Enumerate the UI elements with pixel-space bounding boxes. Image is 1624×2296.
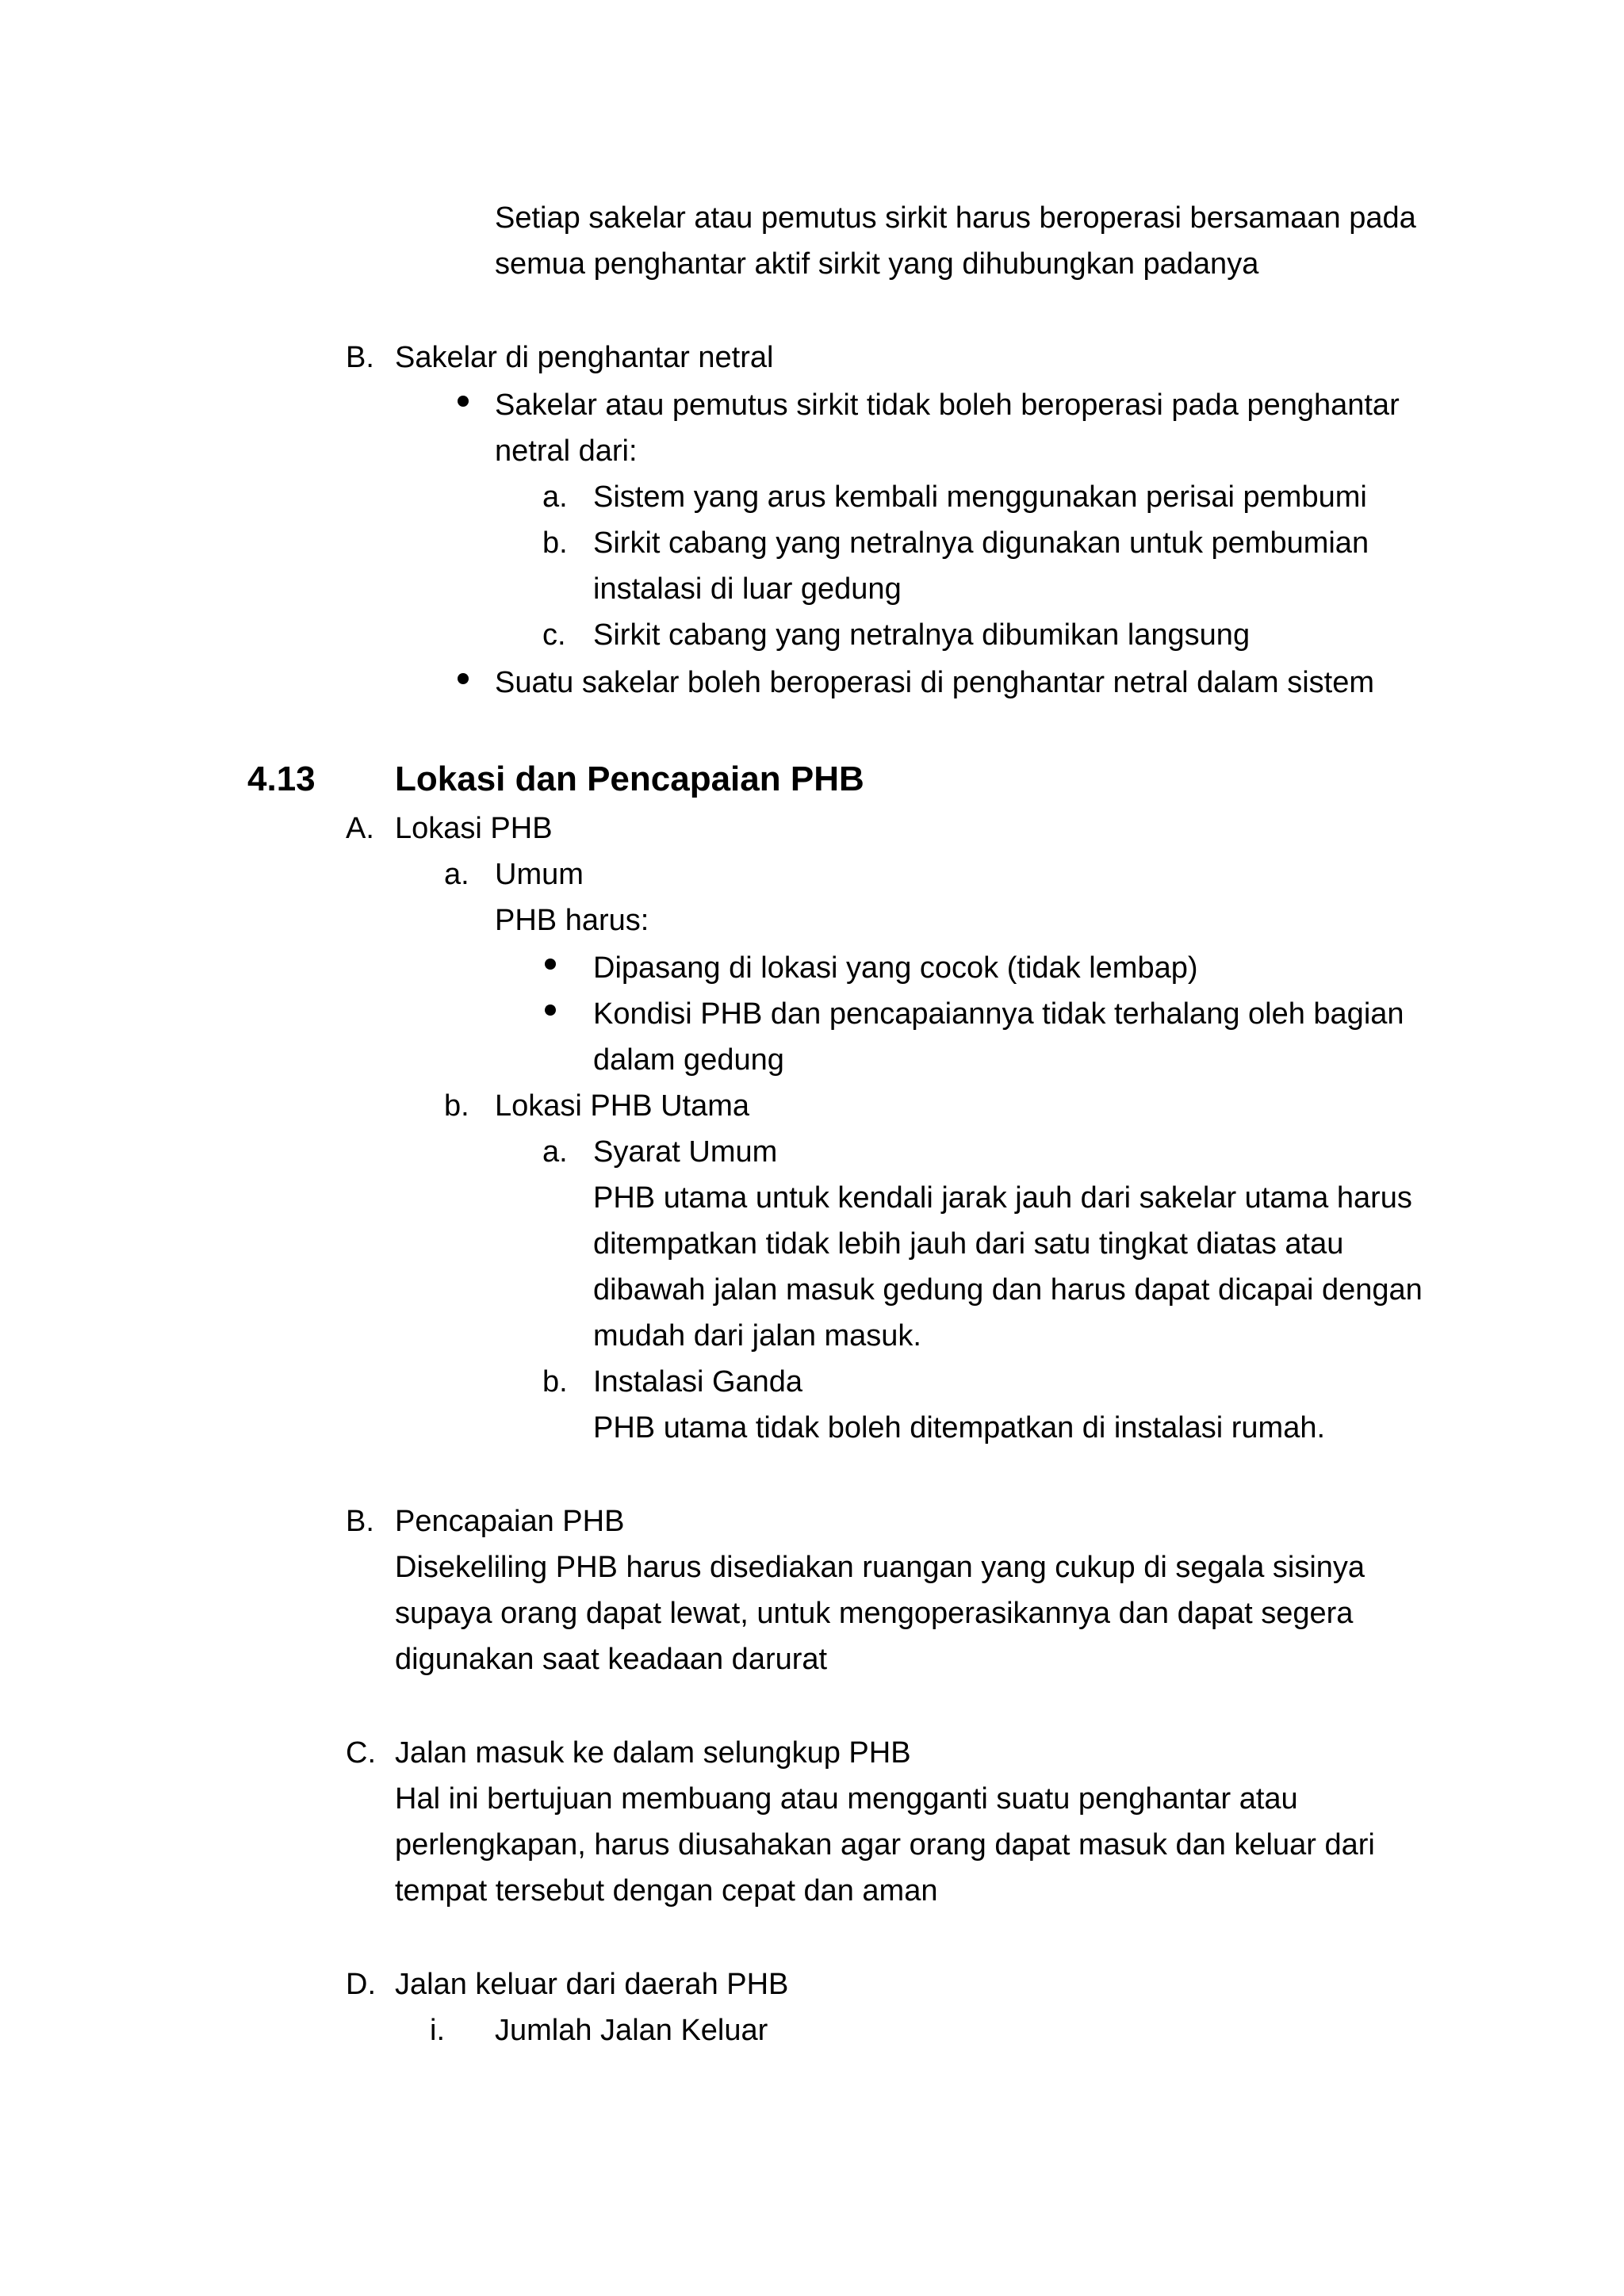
ganda-line-1: PHB utama tidak boleh ditempatkan di instalasi rumah. bbox=[593, 1411, 1326, 1445]
bullet-icon bbox=[458, 673, 469, 684]
sub-c-label: c. bbox=[542, 618, 566, 652]
utama-label: b. bbox=[444, 1089, 469, 1123]
jalan-masuk-label: C. bbox=[346, 1736, 376, 1770]
section-b-title: Sakelar di penghantar netral bbox=[395, 341, 774, 374]
syarat-title: Syarat Umum bbox=[593, 1135, 778, 1169]
sub-b-label: b. bbox=[542, 526, 568, 560]
sub-b-text-1: Sirkit cabang yang netralnya digunakan untuk pembumian bbox=[593, 526, 1369, 560]
intro-line-1: Setiap sakelar atau pemutus sirkit harus beroperasi bersamaan pada bbox=[495, 201, 1416, 235]
syarat-line-4: mudah dari jalan masuk. bbox=[593, 1319, 921, 1353]
sub-c-text: Sirkit cabang yang netralnya dibumikan langsung bbox=[593, 618, 1251, 652]
section-title: Lokasi dan Pencapaian PHB bbox=[395, 760, 864, 798]
umum-bullet-1: Dipasang di lokasi yang cocok (tidak lembap) bbox=[593, 951, 1198, 985]
bullet-icon bbox=[545, 959, 556, 970]
umum-bullet-2-line-2: dalam gedung bbox=[593, 1043, 784, 1077]
ganda-label: b. bbox=[542, 1365, 568, 1399]
lokasi-title: Lokasi PHB bbox=[395, 812, 553, 845]
bullet2-text: Suatu sakelar boleh beroperasi di penghantar netral dalam sistem bbox=[495, 666, 1374, 699]
syarat-line-1: PHB utama untuk kendali jarak jauh dari sakelar utama harus bbox=[593, 1181, 1412, 1215]
jalan-keluar-label: D. bbox=[346, 1968, 376, 2001]
jalan-masuk-line-2: perlengkapan, harus diusahakan agar orang dapat masuk dan keluar dari bbox=[395, 1828, 1375, 1862]
section-b-label: B. bbox=[346, 341, 374, 374]
jalan-masuk-line-1: Hal ini bertujuan membuang atau mengganti suatu penghantar atau bbox=[395, 1782, 1298, 1816]
pencapaian-label: B. bbox=[346, 1505, 374, 1538]
umum-label: a. bbox=[444, 858, 469, 891]
bullet-icon bbox=[545, 1004, 556, 1016]
syarat-label: a. bbox=[542, 1135, 568, 1169]
section-number: 4.13 bbox=[247, 760, 316, 798]
lokasi-label: A. bbox=[346, 812, 374, 845]
pencapaian-line-1: Disekeliling PHB harus disediakan ruangan yang cukup di segala sisinya bbox=[395, 1551, 1365, 1584]
bullet1-line-1: Sakelar atau pemutus sirkit tidak boleh beroperasi pada penghantar bbox=[495, 388, 1400, 422]
syarat-line-2: ditempatkan tidak lebih jauh dari satu tingkat diatas atau bbox=[593, 1227, 1344, 1261]
umum-bullet-2-line-1: Kondisi PHB dan pencapaiannya tidak terhalang oleh bagian bbox=[593, 997, 1404, 1031]
ganda-title: Instalasi Ganda bbox=[593, 1365, 803, 1399]
intro-line-2: semua penghantar aktif sirkit yang dihubungkan padanya bbox=[495, 247, 1259, 281]
pencapaian-line-2: supaya orang dapat lewat, untuk mengoperasikannya dan dapat segera bbox=[395, 1597, 1354, 1630]
jumlah-title: Jumlah Jalan Keluar bbox=[495, 2014, 768, 2047]
umum-intro: PHB harus: bbox=[495, 904, 649, 937]
sub-a-label: a. bbox=[542, 480, 568, 514]
pencapaian-title: Pencapaian PHB bbox=[395, 1505, 625, 1538]
jalan-masuk-title: Jalan masuk ke dalam selungkup PHB bbox=[395, 1736, 911, 1770]
syarat-line-3: dibawah jalan masuk gedung dan harus dapat dicapai dengan bbox=[593, 1273, 1423, 1307]
pencapaian-line-3: digunakan saat keadaan darurat bbox=[395, 1643, 828, 1676]
sub-a-text: Sistem yang arus kembali menggunakan perisai pembumi bbox=[593, 480, 1367, 514]
jalan-keluar-title: Jalan keluar dari daerah PHB bbox=[395, 1968, 789, 2001]
bullet-icon bbox=[458, 396, 469, 407]
utama-title: Lokasi PHB Utama bbox=[495, 1089, 750, 1123]
bullet1-line-2: netral dari: bbox=[495, 434, 638, 468]
sub-b-text-2: instalasi di luar gedung bbox=[593, 572, 902, 606]
jalan-masuk-line-3: tempat tersebut dengan cepat dan aman bbox=[395, 1874, 938, 1908]
umum-title: Umum bbox=[495, 858, 584, 891]
jumlah-label: i. bbox=[430, 2014, 445, 2047]
